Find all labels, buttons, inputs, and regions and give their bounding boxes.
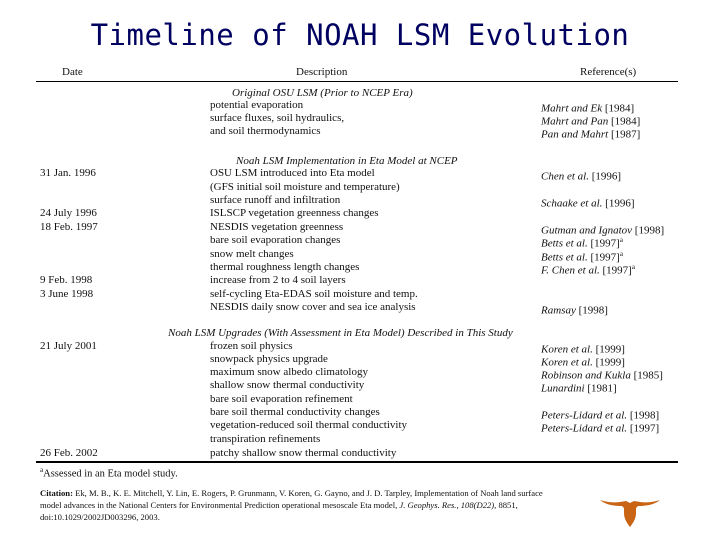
table-row	[0, 433, 720, 446]
reference-author: Betts et al.	[541, 237, 588, 250]
reference-year: [1997]	[599, 264, 632, 277]
header-references: Reference(s)	[580, 66, 637, 78]
table-row	[0, 261, 720, 277]
row-description: vegetation-reduced soil thermal conductivity	[210, 419, 408, 431]
reference-year: [1984]	[602, 102, 635, 115]
header-description: Description	[296, 66, 348, 78]
reference-year: [1998]	[575, 304, 608, 317]
table-row	[0, 353, 720, 369]
section-heading: Noah LSM Implementation in Eta Model at NCEP	[236, 155, 458, 167]
row-description: potential evaporation	[210, 99, 304, 111]
table-row	[0, 112, 720, 128]
reference-year: [1999]	[592, 356, 625, 369]
reference-year: [1996]	[602, 197, 635, 210]
row-description: NESDIS daily snow cover and sea ice analysis	[210, 301, 416, 313]
row-description: bare soil evaporation refinement	[210, 393, 353, 405]
table-row	[0, 419, 720, 435]
table-bottom-rule	[36, 461, 678, 463]
reference-author: Lunardini	[541, 382, 585, 395]
table-row	[0, 366, 720, 382]
row-description: surface fluxes, soil hydraulics,	[210, 112, 345, 124]
row-description: (GFS initial soil moisture and temperature)	[210, 181, 400, 193]
section-heading: Noah LSM Upgrades (With Assessment in Eta Model) Described in This Study	[168, 327, 513, 339]
row-description: bare soil evaporation changes	[210, 234, 341, 246]
row-description: OSU LSM introduced into Eta model	[210, 167, 375, 179]
table-row	[0, 274, 720, 287]
row-date: 24 July 1996	[40, 207, 97, 219]
table-row	[0, 288, 720, 301]
row-date: 21 July 2001	[40, 340, 97, 352]
row-date: 31 Jan. 1996	[40, 167, 96, 179]
table-row	[0, 234, 720, 250]
row-description: snow melt changes	[210, 248, 294, 260]
reference-year: [1987]	[608, 128, 641, 141]
row-description: increase from 2 to 4 soil layers	[210, 274, 346, 286]
row-description: frozen soil physics	[210, 340, 293, 352]
table-row	[0, 248, 720, 264]
reference-year: [1997]	[587, 251, 620, 264]
table-row	[0, 406, 720, 422]
table-row	[0, 194, 720, 210]
table-top-rule	[36, 81, 678, 82]
row-description: snowpack physics upgrade	[210, 353, 328, 365]
row-description: surface runoff and infiltration	[210, 194, 341, 206]
section-heading: Original OSU LSM (Prior to NCEP Era)	[232, 87, 413, 99]
table-row	[0, 340, 720, 356]
row-description: transpiration refinements	[210, 433, 321, 445]
table-row	[0, 99, 720, 115]
reference-year: [1998]	[627, 409, 660, 422]
table-row	[0, 167, 720, 183]
citation	[40, 487, 550, 523]
reference-footnote-mark: a	[619, 250, 623, 258]
reference-author: Koren et al.	[541, 356, 593, 369]
reference-author: Robinson and Kukla	[541, 369, 631, 382]
table-row	[0, 207, 720, 220]
reference-author: F. Chen et al.	[541, 264, 600, 277]
table-row	[0, 181, 720, 194]
table-row	[0, 301, 720, 317]
reference-author: Koren et al.	[541, 343, 593, 356]
table-row	[0, 447, 720, 460]
page-title: Timeline of NOAH LSM Evolution	[90, 18, 630, 52]
reference-year: [1984]	[608, 115, 641, 128]
table-row	[0, 393, 720, 406]
reference-author: Chen et al.	[541, 170, 589, 183]
table-row	[0, 379, 720, 395]
reference-year: [1985]	[630, 369, 663, 382]
row-date: 26 Feb. 2002	[40, 447, 98, 459]
reference-footnote-mark: a	[631, 263, 635, 271]
longhorn-icon	[598, 494, 662, 528]
reference-year: [1996]	[588, 170, 622, 183]
row-description: bare soil thermal conductivity changes	[210, 406, 380, 418]
reference-year: [1999]	[592, 343, 625, 356]
reference-author: Peters-Lidard et al.	[541, 409, 628, 422]
row-date: 18 Feb. 1997	[40, 221, 98, 233]
reference-year: [1998]	[632, 224, 665, 237]
reference-author: Mahrt and Ek	[541, 102, 603, 115]
row-date: 3 June 1998	[40, 288, 94, 300]
row-description: shallow snow thermal conductivity	[210, 379, 365, 391]
row-description: ISLSCP vegetation greenness changes	[210, 207, 379, 219]
row-description: self-cycling Eta-EDAS soil moisture and temp.	[210, 288, 418, 300]
reference-author: Pan and Mahrt	[541, 128, 609, 141]
citation-text: Ek, M. B., K. E. Mitchell, Y. Lin, E. Rogers, P. Grunmann, V. Koren, G. Gayno, and J. D. Tarpley, Implementation of Noah land surface model advances in the National Centers for Environmental Prediction operational mesoscale Eta model,	[40, 488, 543, 510]
footnote-mark: a	[40, 466, 44, 474]
footnote-text: Assessed in an Eta model study.	[43, 468, 178, 480]
table-row	[0, 125, 720, 141]
row-reference	[541, 301, 608, 318]
footnote	[40, 466, 178, 480]
citation-tail: , 8851, doi:10.1029/2002JD003296, 2003.	[40, 500, 518, 522]
row-description: thermal roughness length changes	[210, 261, 360, 273]
reference-author: Schaake et al.	[541, 197, 603, 210]
header-date: Date	[62, 66, 83, 78]
reference-year: [1981]	[584, 382, 617, 395]
reference-footnote-mark: a	[619, 236, 623, 244]
row-description: and soil thermodynamics	[210, 125, 321, 137]
citation-label: Citation:	[40, 488, 73, 498]
row-description: patchy shallow snow thermal conductivity	[210, 447, 397, 459]
reference-author: Ramsay	[541, 304, 576, 317]
row-reference	[541, 125, 640, 142]
reference-year: [1997]	[627, 422, 660, 435]
row-date: 9 Feb. 1998	[40, 274, 93, 286]
citation-journal: J. Geophys. Res., 108(D22)	[399, 500, 495, 510]
row-description: maximum snow albedo climatology	[210, 366, 368, 378]
reference-author: Mahrt and Pan	[541, 115, 609, 128]
reference-author: Peters-Lidard et al.	[541, 422, 628, 435]
row-description: NESDIS vegetation greenness	[210, 221, 344, 233]
reference-year: [1997]	[587, 237, 620, 250]
table-row	[0, 221, 720, 237]
reference-author: Gutman and Ignatov	[541, 224, 633, 237]
reference-author: Betts et al.	[541, 251, 588, 264]
